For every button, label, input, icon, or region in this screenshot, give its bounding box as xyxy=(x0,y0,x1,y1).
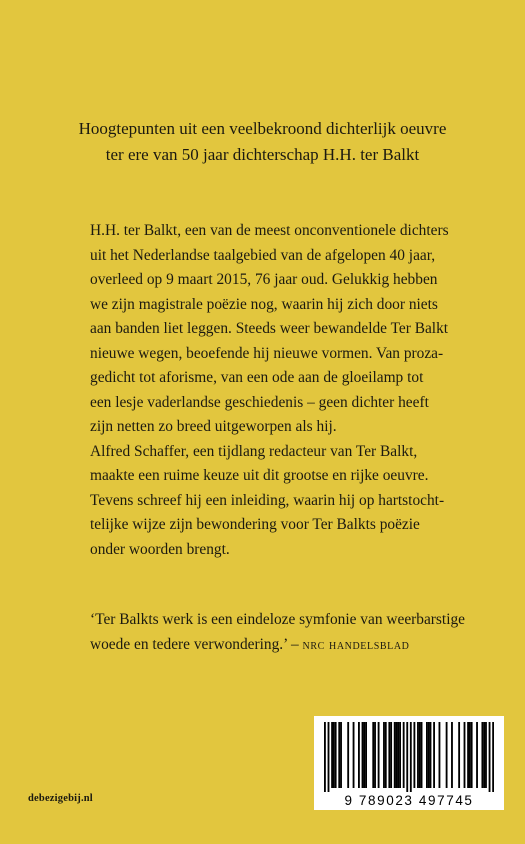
barcode-bar xyxy=(483,722,485,788)
barcode-bar xyxy=(394,722,396,788)
barcode-bar xyxy=(363,722,365,788)
blurb-line: nieuwe wegen, beoefende hij nieuwe vormen. Van proza- xyxy=(90,344,444,362)
barcode-bar xyxy=(365,722,367,788)
barcode-bar xyxy=(372,722,374,788)
barcode-bar xyxy=(430,722,432,788)
barcode-bar xyxy=(324,722,326,792)
barcode-bar xyxy=(451,722,453,788)
quote-line-2 xyxy=(90,633,510,659)
barcode-bar xyxy=(469,722,471,788)
barcode-bar xyxy=(406,722,408,792)
quote-text: woede en tedere verwondering.’ – xyxy=(90,635,303,653)
tagline-line-2: ter ere van 50 jaar dichterschap H.H. ter Balkt xyxy=(105,145,420,164)
barcode-bar xyxy=(417,722,419,788)
barcode-bar xyxy=(338,722,340,788)
barcode-bar xyxy=(353,722,355,788)
barcode-bar xyxy=(492,722,494,792)
barcode-bar xyxy=(378,722,380,788)
barcode-bar xyxy=(419,722,421,788)
barcode-bar xyxy=(347,722,349,788)
publisher-website: debezigebij.nl xyxy=(28,793,93,804)
barcode-bar xyxy=(388,722,390,788)
blurb-line: H.H. ter Balkt, een van de meest onconventionele dichters xyxy=(90,222,449,239)
barcode-bar xyxy=(471,722,473,788)
blurb-line: aan banden liet leggen. Steeds weer bewandelde Ter Balkt xyxy=(90,320,449,337)
barcode-bar xyxy=(410,722,412,792)
blurb-line: zijn netten zo breed uitgeworpen als hij. xyxy=(90,418,337,435)
barcode-bar xyxy=(458,722,460,788)
blurb-line: maakte een ruime keuze uit dit grootse en rijke oeuvre. xyxy=(90,467,429,484)
barcode-bar xyxy=(374,722,376,788)
blurb-line: een lesje vaderlandse geschiedenis – geen dichter heeft xyxy=(90,393,429,411)
barcode-bar xyxy=(385,722,387,788)
barcode-bar xyxy=(426,722,428,788)
barcode-bar xyxy=(331,722,333,788)
barcode-bar xyxy=(340,722,342,788)
press-quote xyxy=(90,608,510,658)
blurb-line: onder woorden brengt. xyxy=(90,540,230,558)
tagline xyxy=(0,116,525,168)
isbn-digits: 9 789023 497745 xyxy=(344,793,474,808)
barcode-bar xyxy=(467,722,469,788)
barcode-bar xyxy=(489,722,491,792)
barcode-bar xyxy=(481,722,483,788)
tagline-line-1: Hoogtepunten uit een veelbekroond dichterlijk oeuvre xyxy=(78,119,447,138)
barcode-bar xyxy=(335,722,337,788)
barcode-bar xyxy=(428,722,430,788)
blurb-line: uit het Nederlandse taalgebied van de afgelopen 40 jaar, xyxy=(90,246,436,264)
barcode-bars xyxy=(324,722,494,792)
barcode-bar xyxy=(403,722,405,788)
barcode-bar xyxy=(383,722,385,788)
blurb xyxy=(90,219,510,562)
barcode-bar xyxy=(413,722,415,788)
blurb-line: overleed op 9 maart 2015, 76 jaar oud. Gelukkig hebben xyxy=(90,271,438,288)
barcode-bar xyxy=(446,722,448,788)
blurb-line: we zijn magistrale poëzie nog, waarin hij zich door niets xyxy=(90,295,438,313)
blurb-line: telijke wijze zijn bewondering voor Ter Balkts poëzie xyxy=(90,516,420,533)
barcode-bar xyxy=(328,722,330,792)
blurb-line: gedicht tot aforisme, van een ode aan de gloeilamp tot xyxy=(90,369,424,386)
barcode-bar xyxy=(464,722,466,788)
barcode-bar xyxy=(421,722,423,788)
barcode-bar xyxy=(396,722,398,788)
barcode-bar xyxy=(439,722,441,788)
isbn-barcode xyxy=(314,716,504,810)
barcode-bar xyxy=(433,722,435,788)
barcode-bar xyxy=(333,722,335,788)
blurb-line: Tevens schreef hij een inleiding, waarin hij op hartstocht- xyxy=(90,491,445,509)
barcode-bar xyxy=(390,722,392,788)
barcode-bar xyxy=(362,722,364,788)
barcode-bar xyxy=(399,722,401,788)
barcode-bar xyxy=(485,722,487,788)
barcode-bar xyxy=(476,722,478,788)
quote-line-1: ‘Ter Balkts werk is een eindeloze symfonie van weerbarstige xyxy=(90,611,465,628)
quote-source: nrc handelsblad xyxy=(302,637,410,653)
barcode-bar xyxy=(397,722,399,788)
barcode-bar xyxy=(358,722,360,788)
blurb-line: Alfred Schaffer, een tijdlang redacteur van Ter Balkt, xyxy=(90,442,418,460)
